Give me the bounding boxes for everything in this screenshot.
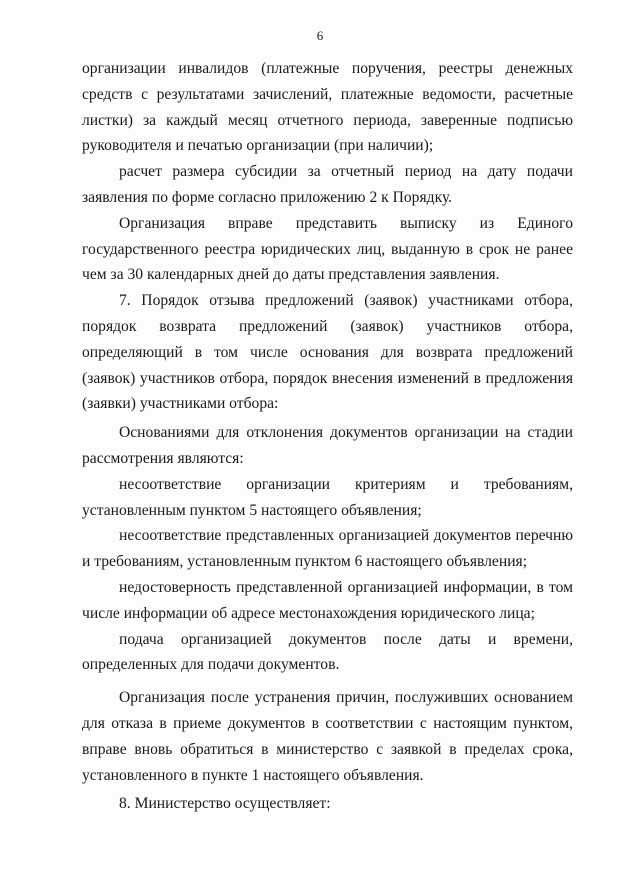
paragraph-egrul-extract: Организация вправе представить выписку из Единого государственного реестра юридических лиц, выданную в срок не ранее чем за 30 календарных дней до даты представления заявления. [82, 214, 573, 284]
paragraph-subsidy-calculation: расчет размера субсидии за отчетный период на дату подачи заявления по форме согласно приложению 2 к Порядку. [82, 163, 573, 206]
paragraph-noncompliance-documents: несоответствие представленных организацией документов перечню и требованиям, установленным пунктом 6 настоящего объявления; [82, 527, 573, 571]
paragraph-section-8: 8. Министерство осуществляет: [119, 795, 331, 813]
paragraph-continuation: организации инвалидов (платежные поручения, реестры денежных средств с результатами зачислений, платежные ведомости, расчетные листки) за каждый месяц отчетного периода, заверенные подписью руководителя и печатью организации (при наличии); [82, 60, 573, 155]
paragraph-section-7: 7. Порядок отзыва предложений (заявок) участниками отбора, порядок возврата предложений (заявок) участников отбора, определяющий в том числе основания для возврата предложений (заявок) участников отбора, порядок внесения изменений в предложения (заявки) участниками отбора: [82, 292, 573, 413]
paragraph-rejection-grounds: Основаниями для отклонения документов организации на стадии рассмотрения являются: [82, 424, 573, 467]
paragraph-unreliable-info: недостоверность представленной организацией информации, в том числе информации об адресе местонахождения юридического лица; [82, 578, 573, 622]
paragraph-late-submission: подача организацией документов после даты и времени, определенных для подачи документов. [82, 630, 573, 674]
page-number: 6 [316, 28, 324, 43]
document-body [82, 56, 573, 817]
paragraph-resubmission: Организация после устранения причин, послуживших основанием для отказа в приеме документов в соответствии с настоящим пунктом, вправе вновь обратиться в министерство с заявкой в пределах срока, установленного в пункте 1 настоящего объявления. [82, 689, 573, 784]
paragraph-noncompliance-criteria: несоответствие организации критериям и требованиям, установленным пунктом 5 настоящего объявления; [82, 475, 573, 519]
